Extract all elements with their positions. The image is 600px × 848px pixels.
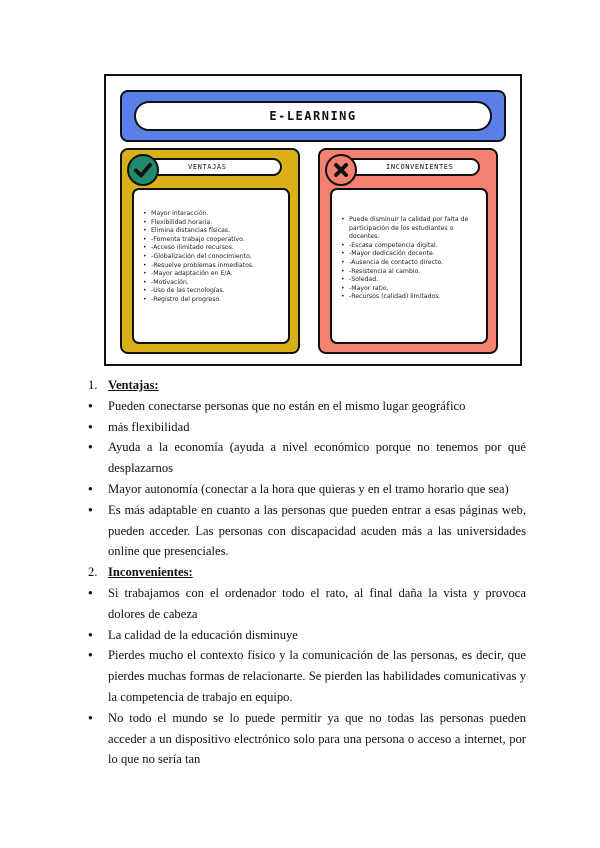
section-number: 1. — [88, 378, 98, 392]
ventajas-bullets — [88, 396, 526, 562]
list-item: • -Ausencia de contacto directo. — [340, 259, 480, 268]
bullet-text: No todo el mundo se lo puede permitir ya que no todas las personas pueden acceder a un dispositivo electrónico solo para una persona o acceso a internet, por lo que no sería tan — [108, 710, 526, 767]
bullet-icon: ● — [88, 400, 93, 410]
document-body — [88, 375, 526, 770]
list-item: • -Registro del progreso. — [142, 296, 282, 305]
bullet-paragraph — [88, 396, 526, 417]
inconvenientes-heading: INCONVENIENTES — [344, 158, 480, 176]
bullet-text: Si trabajamos con el ordenador todo el rato, al final daña la vista y provoca dolores de cabeza — [108, 585, 526, 621]
bullet-icon: ● — [88, 442, 93, 452]
bullet-icon: ● — [88, 587, 93, 597]
list-item: • Mayor interacción. — [142, 210, 282, 219]
bullet-text: más flexibilidad — [108, 419, 190, 434]
bullet-text: Ayuda a la economía (ayuda a nivel económico porque no tenemos por qué desplazarnos — [108, 440, 526, 476]
ventajas-list — [142, 210, 282, 305]
bullet-paragraph — [88, 500, 526, 562]
section-title: Ventajas: — [108, 378, 159, 392]
section-title: Inconvenientes: — [108, 565, 193, 580]
bullet-icon: ● — [88, 650, 93, 660]
bullet-icon: ● — [88, 629, 93, 639]
title-banner — [120, 90, 506, 142]
inconvenientes-list-box — [330, 188, 488, 344]
bullet-paragraph — [88, 417, 526, 438]
list-item: • -Uso de las tecnologías. — [142, 287, 282, 296]
bullet-paragraph — [88, 645, 526, 707]
list-item: • -Globalización del conocimiento. — [142, 253, 282, 262]
list-item: • -Resistencia al cambio. — [340, 268, 480, 277]
list-item: • -Mayor adaptación en E/A. — [142, 270, 282, 279]
list-item: • Flexibilidad horaria. — [142, 219, 282, 228]
list-item: • Elimina distancias físicas. — [142, 227, 282, 236]
list-item: • -Escasa competencia digital. — [340, 242, 480, 251]
ventajas-heading: VENTAJAS — [146, 158, 282, 176]
bullet-icon: ● — [88, 483, 93, 493]
list-item: • -Motivación. — [142, 279, 282, 288]
list-item: • -Mayor ratio. — [340, 285, 480, 294]
ventajas-card — [120, 148, 300, 354]
bullet-text: Mayor autonomía (conectar a la hora que quieras y en el tramo horario que sea) — [108, 481, 509, 496]
bullet-text: Pierdes mucho el contexto físico y la comunicación de las personas, es decir, que pierdes muchas formas de relacionarte. Se pierden las habilidades comunicativas y la competencia de trabajo en equipo. — [108, 648, 526, 704]
bullet-icon: ● — [88, 712, 93, 722]
checkmark-icon — [127, 154, 159, 186]
bullet-text: Pueden conectarse personas que no están en el mismo lugar geográfico — [108, 398, 466, 413]
list-item: • -Acceso ilimitado recursos. — [142, 244, 282, 253]
section-number: 2. — [88, 565, 98, 580]
bullet-text: La calidad de la educación disminuye — [108, 627, 298, 642]
cross-icon — [325, 154, 357, 186]
inconvenientes-list — [340, 216, 480, 302]
list-item: • -Mayor dedicación docente. — [340, 250, 480, 259]
list-item: • -Fomenta trabajo cooperativo. — [142, 236, 282, 245]
bullet-paragraph — [88, 583, 526, 625]
ventajas-list-box — [132, 188, 290, 344]
infographic-title: E-LEARNING — [134, 101, 492, 131]
inconvenientes-card — [318, 148, 498, 354]
bullet-paragraph — [88, 437, 526, 479]
section-heading-inconvenientes — [88, 562, 526, 583]
list-item: • Puede disminuir la calidad por falta de participación de los estudiantes o docentes. — [340, 216, 480, 242]
bullet-text: Es más adaptable en cuanto a las personas que pueden entrar a esas páginas web, pueden acceder. Las personas con discapacidad acuden más a las universidades online que presenciales. — [108, 502, 526, 559]
bullet-icon: ● — [88, 504, 93, 514]
bullet-icon: ● — [88, 421, 93, 431]
list-item: • -Recursos (calidad) limitados. — [340, 293, 480, 302]
section-heading-ventajas — [88, 375, 526, 396]
bullet-paragraph — [88, 708, 526, 770]
inconvenientes-bullets — [88, 583, 526, 770]
bullet-paragraph — [88, 479, 526, 500]
e-learning-infographic — [104, 74, 522, 366]
list-item: • -Soledad. — [340, 276, 480, 285]
list-item: • -Resuelve problemas inmediatos. — [142, 262, 282, 271]
bullet-paragraph — [88, 625, 526, 646]
